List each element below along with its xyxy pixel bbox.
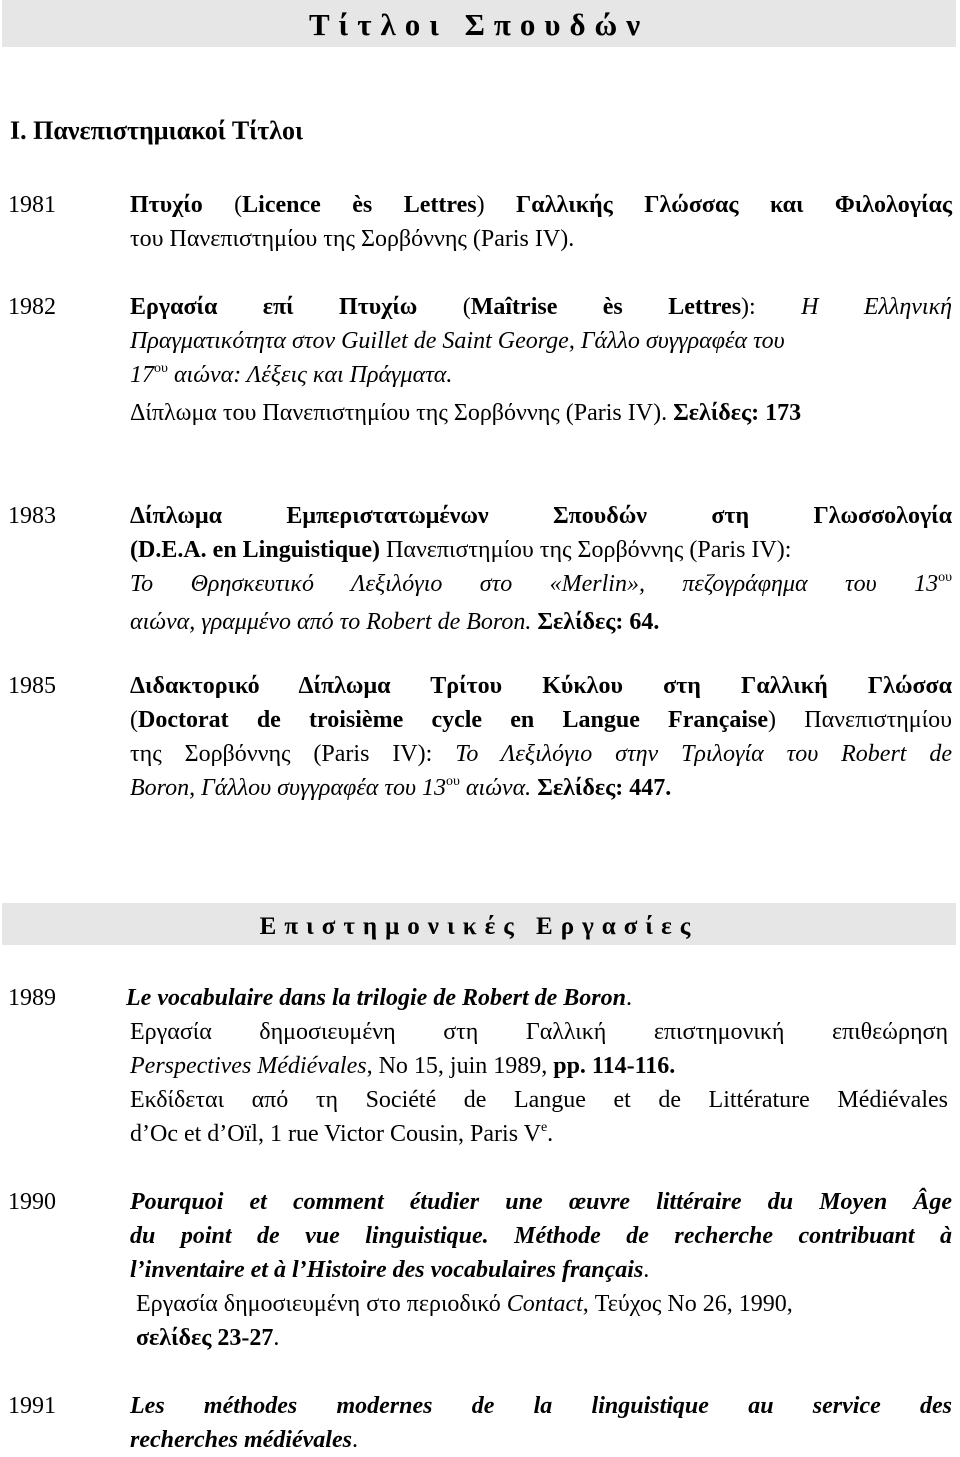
pages-count: Σελίδες: 173: [673, 400, 802, 426]
entry-year: 1982: [8, 294, 56, 320]
entry-year: 1983: [8, 503, 56, 529]
pages-count: pp. 114-116.: [553, 1053, 676, 1079]
entry-year: 1985: [8, 673, 56, 699]
page-title: Τίτλοι Σπουδών: [308, 7, 650, 42]
section-title-banner: [2, 903, 956, 945]
pages-count: σελίδες 23-27: [136, 1325, 274, 1351]
entry-1983: Δίπλωμα Εμπεριστατωμένων Σπουδών στη Γλωσσολογία (D.E.A. en Linguistique) Πανεπιστημίου της Σορβόννης (Paris IV): Το Θρησκευτικό Λεξιλόγιο στο «Merlin», πεζογράφημα του $13^{o\upsilon}$ αιώνα, γραμμένο από το Robert de Boron. Σελίδες: 64.: [130, 503, 952, 635]
page-title-banner: [2, 0, 956, 47]
section-heading-university-degrees: Ι. Πανεπιστημιακοί Τίτλοι: [10, 116, 304, 145]
pages-count: Σελίδες: 64.: [537, 609, 660, 635]
entry-year: 1989: [8, 985, 56, 1011]
entry-1982: Εργασία επί Πτυχίω (Maîtrise ès Lettres): Η Ελληνική Πραγματικότητα στον Guillet de Saint George, Γάλλο συγγραφέα του $17^{o\upsilon}$ αιώνα: Λέξεις και Πράγματα. Δίπλωμα του Πανεπιστημίου της Σορβόννης (Paris IV). Σελίδες: 173: [130, 294, 952, 426]
entry-year: 1990: [8, 1189, 56, 1215]
section-title: Επιστημονικές Εργασίες: [259, 913, 699, 940]
pages-count: Σελίδες: 447.: [537, 775, 672, 801]
entry-1981: Πτυχίο (Licence ès Lettres) Γαλλικής Γλώσσας και Φιλολογίας του Πανεπιστημίου της Σορβόννης (Paris IV).: [130, 192, 952, 252]
entry-year: 1991: [8, 1393, 56, 1419]
work-title: Le vocabulaire dans la trilogie de Robert de Boron: [126, 985, 626, 1011]
entry-1989: Le vocabulaire dans la trilogie de Robert de Boron. Εργασία δημοσιευμένη στη Γαλλική επιστημονική επιθεώρηση Perspectives Médiévales, No 15, juin 1989, pp. 114-116. Εκδίδεται από τη Société de Langue et de Littérature Médiévales d’Oc et d’Oïl, 1 rue Victor Cousin, Paris Ve.: [126, 985, 948, 1147]
entry-year: 1981: [8, 192, 56, 218]
entry-1991: Les méthodes modernes de la linguistique au service des recherches médiévales.: [130, 1393, 952, 1453]
entry-1985: Διδακτορικό Δίπλωμα Τρίτου Κύκλου στη Γαλλική Γλώσσα (Doctorat de troisième cycle en Langue Française) Πανεπιστημίου της Σορβόννης (Paris IV): Το Λεξιλόγιο στην Τριλογία του Robert de Boron, Γάλλου συγγραφέα του $13^{o\upsilon}$ αιώνα. Σελίδες: 447.: [130, 673, 953, 801]
entry-1990: Pourquoi et comment étudier une œuvre littéraire du Moyen Âge du point de vue linguistique. Méthode de recherche contribuant à l’inventaire et à l’Histoire des vocabulaires français. Εργασία δημοσιευμένη στο περιοδικό Contact, Τεύχος No 26, 1990, σελίδες 23-27.: [130, 1189, 952, 1351]
